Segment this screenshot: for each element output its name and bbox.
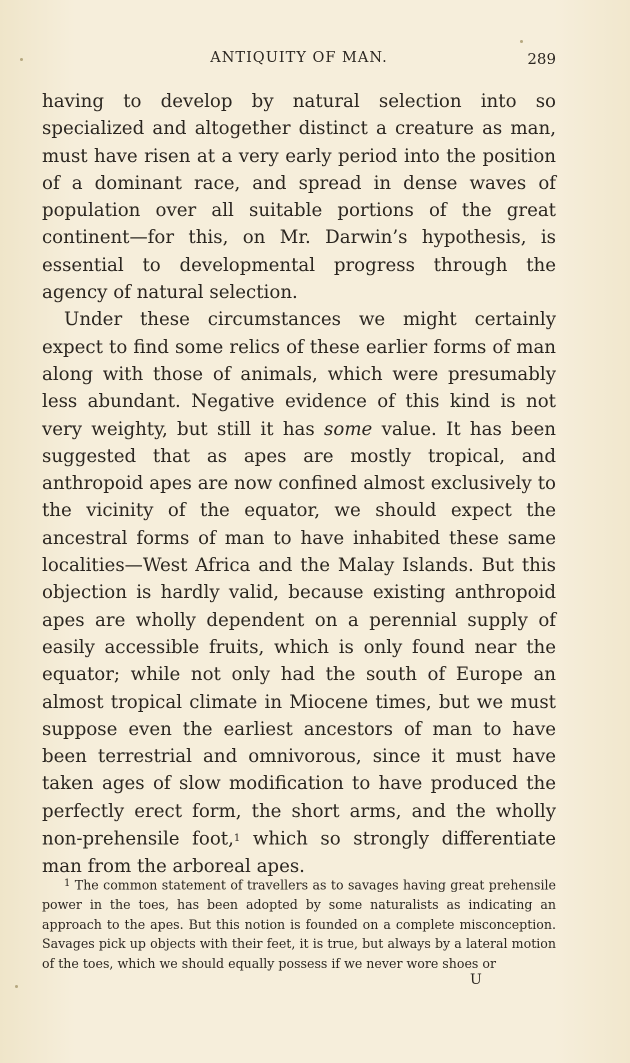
footnote-marker: 1 [64, 878, 71, 889]
paper-speck [520, 40, 523, 43]
paper-speck [20, 58, 23, 61]
running-title: ANTIQUITY OF MAN. [210, 50, 388, 66]
paragraph [42, 306, 556, 880]
footnotes [42, 874, 556, 973]
body-text [42, 88, 556, 880]
paragraph: having to develop by natural selection into so specialized and altogether distinct a creature as man, must have risen at a very early period into the position of a dominant race, and spread in dense waves of population over all suitable portions of the great continent—for this, on Mr. Darwin’s hypothesis, is essential to developmental progress through the agency of natural selection. [42, 91, 556, 304]
signature-mark: U [470, 972, 482, 988]
paragraph-text: which so strongly differentiate man from the arboreal apes. [42, 828, 556, 877]
footnote-reference[interactable]: 1 [233, 833, 241, 845]
footnote-text: The common statement of travellers as to savages having great prehensile power in the toes, has been adopted by some naturalists as indicating an approach to the apes. But this notion is founded on a complete misconception. Savages pick up objects with their feet, it is true, but always by a lateral motion of the toes, which we should equally possess if we never wore shoes or [42, 877, 556, 971]
paper-speck [15, 985, 18, 988]
footnote [42, 874, 556, 973]
paragraph-text: value. It has been suggested that as apes are mostly tropical, and anthropoid apes are now confined almost exclusively to the vicinity of the equator, we should expect the ancestral forms of man to have inhabited these same localities—West Africa and the Malay Islands. But this objection is hardly valid, because existing anthropoid apes are wholly dependent on a perennial supply of easily accessible fruits, which is only found near the equator; while not only had the south of Europe an almost tropical climate in Miocene times, but we must suppose even the earliest ancestors of man to have been terrestrial and omnivorous, since it must have taken ages of slow modification to have produced the perfectly erect form, the short arms, and the wholly non-prehensile foot, [42, 418, 556, 850]
page-number: 289 [527, 50, 556, 68]
paragraph-text: Under these circumstances we might certainly expect to find some relics of these earlier forms of man along with those of animals, which were presumably less abundant. Negative evidence of this kind is not very weighty, but still it has [42, 309, 556, 440]
page-header [42, 48, 556, 72]
emphasis-text: some [324, 418, 373, 440]
